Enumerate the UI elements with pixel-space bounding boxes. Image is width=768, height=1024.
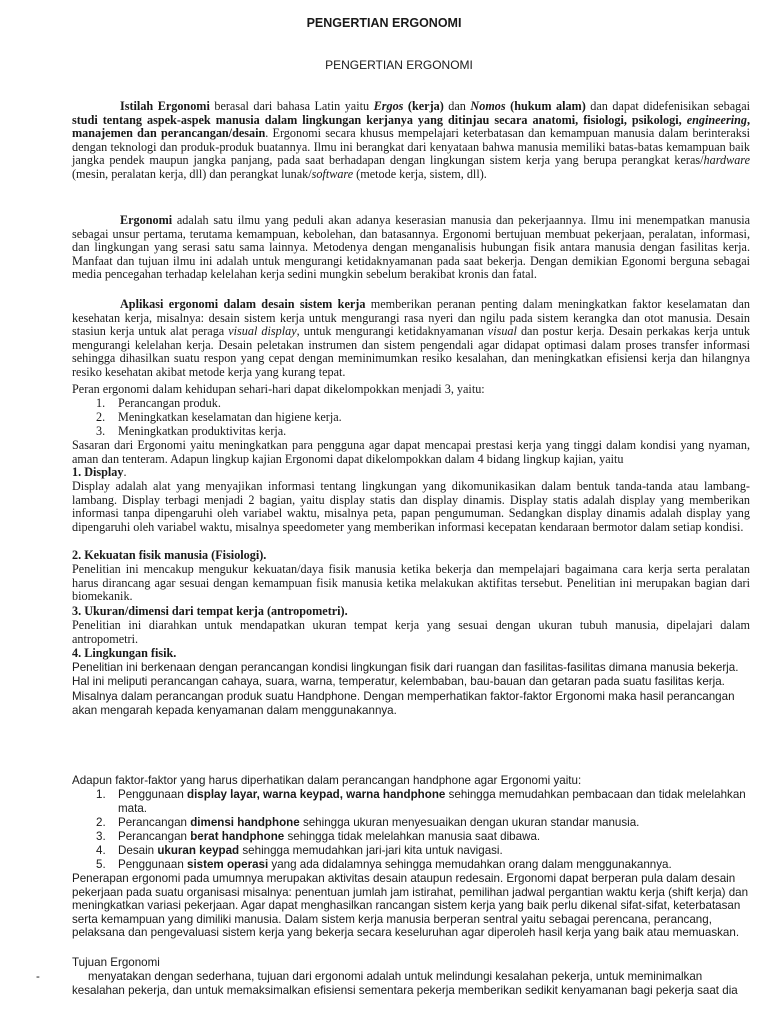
paragraph-tujuan-heading: Tujuan Ergonomi — [72, 956, 160, 969]
paragraph-tujuan: menyatakan dengan sederhana, tujuan dari ergonomi adalah untuk melindungi kesalahan pekerja, untuk meminimalkan kesalahan pekerja, dan untuk memaksimalkan efisiensi sementara pekerja memberikan sedikit kenyamanan bagi pekerja saat dia — [72, 970, 738, 997]
paragraph-peran: Peran ergonomi dalam kehidupan sehari-hari dapat dikelompokkan menjadi 3, yaitu: — [72, 382, 485, 396]
paragraph-sasaran: Sasaran dari Ergonomi yaitu meningkatkan para pengguna agar dapat mencapai prestasi kerja yang tinggi dalam kondisi yang nyaman, aman dan tenteram. Adapun lingkup kajian Ergonomi dapat dikelompokkan dalam 4 bidang lingkup kajian, yaitu — [72, 438, 750, 466]
heading-lingkungan-fisik: 4. Lingkungan fisik. — [72, 646, 177, 660]
document-title: PENGERTIAN ERGONOMI — [306, 16, 462, 30]
paragraph-lingkungan-fisik: Penelitian ini berkenaan dengan perancangan kondisi lingkungan fisik dari ruangan dan fasilitas-fasilitas dimana manusia bekerja. Hal ini meliputi perancangan cahaya, suara, warna, temperatur, kelembaban, bau-bauan dan getaran pada suatu fasilitas kerja. — [72, 661, 739, 688]
document-page: PENGERTIAN ERGONOMI PENGERTIAN ERGONOMI Istilah Ergonomi berasal dari bahasa Latin yaitu Ergos (kerja) dan Nomos (hukum alam) dan dapat didefenisikan sebagai studi tentang aspek-aspek manusia dalam lingkungan kerjanya yang ditinjau secara anatomi, fisiologi, psikologi, engineering, manajemen dan perancangan/desain. Ergonomi secara khusus mempelajari keterbatasan dan kemampuan manusia dalam berinteraksi dengan teknologi dan produk-produk buatannya. Ilmu ini berangkat dari kenyataan bahwa manusia memiliki batas-batas kemampuan baik jangka pendek maupun jangka panjang, pada saat berhadapan dengan lingkungan sistem kerja yang berupa perangkat keras/hardware (mesin, peralatan kerja, dll) dan perangkat lunak/software (metode kerja, sistem, dll). Ergonomi adalah satu ilmu yang peduli akan adanya keserasian manusia dan pekerjaannya. Ilmu ini menempatkan manusia sebagai unsur pertama, terutama kemampuan, kebolehan, dan batasannya. Ergonomi bertujuan membuat pekerjaan, peralatan, informasi, dan lingkungan yang serasi satu sama lainnya. Metodenya dengan menganalisis hubungan fisik antara manusia dengan fasilitas kerja. Manfaat dan tujuan ilmu ini adalah untuk mengurangi ketidaknyamanan pada saat bekerja. Dengan demikian Egonomi berguna sebagai media pencegahan terhadap kelelahan kerja sedini mungkin sebelum berakibat kronis dan fatal. Aplikasi ergonomi dalam desain sistem kerja memberikan peranan penting dalam meningkatkan faktor keselamatan dan kesehatan kerja, misalnya: desain sistem kerja untuk mengurangi rasa nyeri dan ngilu pada sistem kerangka dan otot manusia. Desain stasiun kerja untuk alat peraga visual display, untuk mengurangi ketidaknyamanan visual dan postur kerja. Desain perkakas kerja untuk mengurangi kelelahan kerja. Desain peletakan instrumen dan sistem pengendali agar didapat optimasi dalam proses transfer informasi sehingga dihasilkan suatu respon yang cepat dengan meminimumkan resiko kesalahan, dan meningkatkan efisiensi kerja dan hilangnya resiko kesehatan akibat metode kerja yang kurang tepat. Peran ergonomi dalam kehidupan sehari-hari dapat dikelompokkan menjadi 3, yaitu: 1. Perancangan produk. 2. Meningkatkan keselamatan dan higiene kerja. 3. Meningkatkan produktivitas kerja. Sasaran dari Ergonomi yaitu meningkatkan para pengguna agar dapat mencapai prestasi kerja yang tinggi dalam kondisi yang nyaman, aman dan tenteram. Adapun lingkup kajian Ergonomi dapat dikelompokkan dalam 4 bidang lingkup kajian, yaitu 1. Display. Display adalah alat yang menyajikan informasi tentang lingkungan yang dikomunikasikan dalam bentuk tanda-tanda atau lambang-lambang. Display terbagi menjadi 2 bagian, yaitu display statis dan display dinamis. Display statis adalah display yang memberikan informasi tanpa dipengaruhi oleh variabel waktu, misalnya peta, papan pengumuman. Sedangkan display dinamis adalah display yang dipengaruhi oleh variabel waktu, misalnya speedometer yang memberikan informasi kecepatan kendaraan bermotor dalam setiap kondisi. 2. Kekuatan fisik manusia (Fisiologi). Penelitian ini mencakup mengukur kekuatan/daya fisik manusia ketika bekerja dan mempelajari bagaimana cara kerja serta peralatan harus dirancang agar sesuai dengan kemampuan fisik manusia ketika melakukan aktifitas tersebut. Penelitian ini merupakan bagian dari biomekanik. 3. Ukuran/dimensi dari tempat kerja (antropometri). Penelitian ini diarahkan untuk mendapatkan ukuran tempat kerja yang sesuai dengan ukuran tubuh manusia, dipelajari dalam antropometri. 4. Lingkungan fisik. Penelitian ini berkenaan dengan perancangan kondisi lingkungan fisik dari ruangan dan fasilitas-fasilitas dimana manusia bekerja. Hal ini meliputi perancangan cahaya, suara, warna, temperatur, kelembaban, bau-bauan dan getaran pada suatu fasilitas kerja. Misalnya dalam perancangan produk suatu Handphone. Dengan memperhatikan faktor-faktor Ergonomi maka hasil perancangan akan mengarah kepada kenyamanan dalam menggunakannya. Adapun faktor-faktor yang harus diperhatikan dalam perancangan handphone agar Ergonomi yaitu: 1. Penggunaan display layar, warna keypad, warna handphone sehingga memudahkan pembacaan dan tidak melelahkan mata. 2. Perancangan dimensi handphone sehingga ukuran menyesuaikan dengan ukuran standar manusia. 3. Perancangan berat handphone sehingga tidak melelahkan manusia saat dibawa. 4. Desain ukuran keypad sehingga memudahkan jari-jari kita untuk navigasi. 5. Penggunaan sistem operasi yang ada didalamnya sehingga memudahkan orang dalam menggunakannya. Penerapan ergonomi pada umumnya merupakan aktivitas desain ataupun redesain. Ergonomi dapat berperan pula dalam desain pekerjaan pada suatu organisasi misalnya: penentuan jumlah jam istirahat, pemilihan jadwal pergantian waktu kerja (shift kerja) dan meningkatkan variasi pekerjaan. Agar dapat menghasilkan rancangan sistem kerja yang baik perlu dikenal sifat-sifat, keterbatasan serta kemampuan yang dimiliki manusia. Dalam sistem kerja manusia berperan sentral yaitu sebagai perencana, perancang, pelaksana dan pengevaluasi sistem kerja yang bekerja secara keseluruhan agar diperoleh hasil kerja yang baik atau memuaskan. Tujuan Ergonomi - menyatakan dengan sederhana, tujuan dari ergonomi adalah untuk melindungi kesalahan pekerja, untuk meminimalkan kesalahan pekerja, dan untuk memaksimalkan efisiensi sementara pekerja memberikan sedikit kenyamanan bagi pekerja saat dia — [0, 0, 768, 1024]
paragraph-ukuran-dimensi: Penelitian ini diarahkan untuk mendapatkan ukuran tempat kerja yang sesuai dengan ukuran tubuh manusia, dipelajari dalam antropometri. — [72, 618, 750, 646]
paragraph-handphone: Misalnya dalam perancangan produk suatu Handphone. Dengan memperhatikan faktor-faktor Ergonomi maka hasil perancangan akan mengarah kepada kenyamanan dalam menggunakannya. — [72, 690, 735, 717]
heading-display: 1. Display. — [72, 465, 127, 479]
paragraph-display: Display adalah alat yang menyajikan informasi tentang lingkungan yang dikomunikasikan dalam bentuk tanda-tanda atau lambang-lambang. Display terbagi menjadi 2 bagian, yaitu display statis dan display dinamis. Display statis adalah display yang memberikan informasi tanpa dipengaruhi oleh variabel waktu, misalnya peta, papan pengumuman. Sedangkan display dinamis adalah display yang dipengaruhi oleh variabel waktu, misalnya speedometer yang memberikan informasi kecepatan kendaraan bermotor dalam setiap kondisi. — [72, 479, 750, 534]
paragraph-kekuatan-fisik: Penelitian ini mencakup mengukur kekuatan/daya fisik manusia ketika bekerja dan mempelajari bagaimana cara kerja serta peralatan harus dirancang agar sesuai dengan kemampuan fisik manusia ketika melakukan aktifitas tersebut. Penelitian ini merupakan bagian dari biomekanik. — [72, 562, 750, 604]
document-subtitle: PENGERTIAN ERGONOMI — [325, 58, 473, 72]
paragraph-definition: Istilah Ergonomi berasal dari bahasa Latin yaitu Ergos (kerja) dan Nomos (hukum alam) dan dapat didefenisikan sebagai studi tentang aspek-aspek manusia dalam lingkungan kerjanya yang ditinjau secara anatomi, fisiologi, psikologi, engineering, manajemen dan perancangan/desain. Ergonomi secara khusus mempelajari keterbatasan dan kemampuan manusia dalam berinteraksi dengan teknologi dan produk-produk buatannya. Ilmu ini berangkat dari kenyataan bahwa manusia memiliki batas-batas kemampuan baik jangka pendek maupun jangka panjang, pada saat berhadapan dengan lingkungan sistem kerja yang berupa perangkat keras/hardware (mesin, peralatan kerja, dll) dan perangkat lunak/software (metode kerja, sistem, dll). — [72, 99, 750, 181]
paragraph-faktor: Adapun faktor-faktor yang harus diperhatikan dalam perancangan handphone agar Ergonomi yaitu: — [72, 774, 582, 787]
dash-bullet: - — [36, 970, 40, 983]
paragraph-aplikasi: Aplikasi ergonomi dalam desain sistem kerja memberikan peranan penting dalam meningkatkan faktor keselamatan dan kesehatan kerja, misalnya: desain sistem kerja untuk mengurangi rasa nyeri dan ngilu pada sistem kerangka dan otot manusia. Desain stasiun kerja untuk alat peraga visual display, untuk mengurangi ketidaknyamanan visual dan postur kerja. Desain perkakas kerja untuk mengurangi kelelahan kerja. Desain peletakan instrumen dan sistem pengendali agar didapat optimasi dalam proses transfer informasi sehingga dihasilkan suatu respon yang cepat dengan meminimumkan resiko kesalahan, dan meningkatkan efisiensi kerja dan hilangnya resiko kesehatan akibat metode kerja yang kurang tepat. — [72, 297, 750, 379]
paragraph-penerapan: Penerapan ergonomi pada umumnya merupakan aktivitas desain ataupun redesain. Ergonomi dapat berperan pula dalam desain pekerjaan pada suatu organisasi misalnya: penentuan jumlah jam istirahat, pemilihan jadwal pergantian waktu kerja (shift kerja) dan meningkatkan variasi pekerjaan. Agar dapat menghasilkan rancangan sistem kerja yang baik perlu dikenal sifat-sifat, keterbatasan serta kemampuan yang dimiliki manusia. Dalam sistem kerja manusia berperan sentral yaitu sebagai perencana, perancang, pelaksana dan pengevaluasi sistem kerja yang bekerja secara keseluruhan agar diperoleh hasil kerja yang baik atau memuaskan. — [72, 872, 749, 940]
heading-ukuran-dimensi: 3. Ukuran/dimensi dari tempat kerja (antropometri). — [72, 604, 348, 618]
paragraph-ergonomi: Ergonomi adalah satu ilmu yang peduli akan adanya keserasian manusia dan pekerjaannya. Ilmu ini menempatkan manusia sebagai unsur pertama, terutama kemampuan, kebolehan, dan batasannya. Ergonomi bertujuan membuat pekerjaan, peralatan, informasi, dan lingkungan yang serasi satu sama lainnya. Metodenya dengan menganalisis hubungan fisik antara manusia dengan fasilitas kerja. Manfaat dan tujuan ilmu ini adalah untuk mengurangi ketidaknyamanan pada saat bekerja. Dengan demikian Egonomi berguna sebagai media pencegahan terhadap kelelahan kerja sedini mungkin sebelum berakibat kronis dan fatal. — [72, 213, 750, 282]
heading-kekuatan-fisik: 2. Kekuatan fisik manusia (Fisiologi). — [72, 548, 267, 562]
